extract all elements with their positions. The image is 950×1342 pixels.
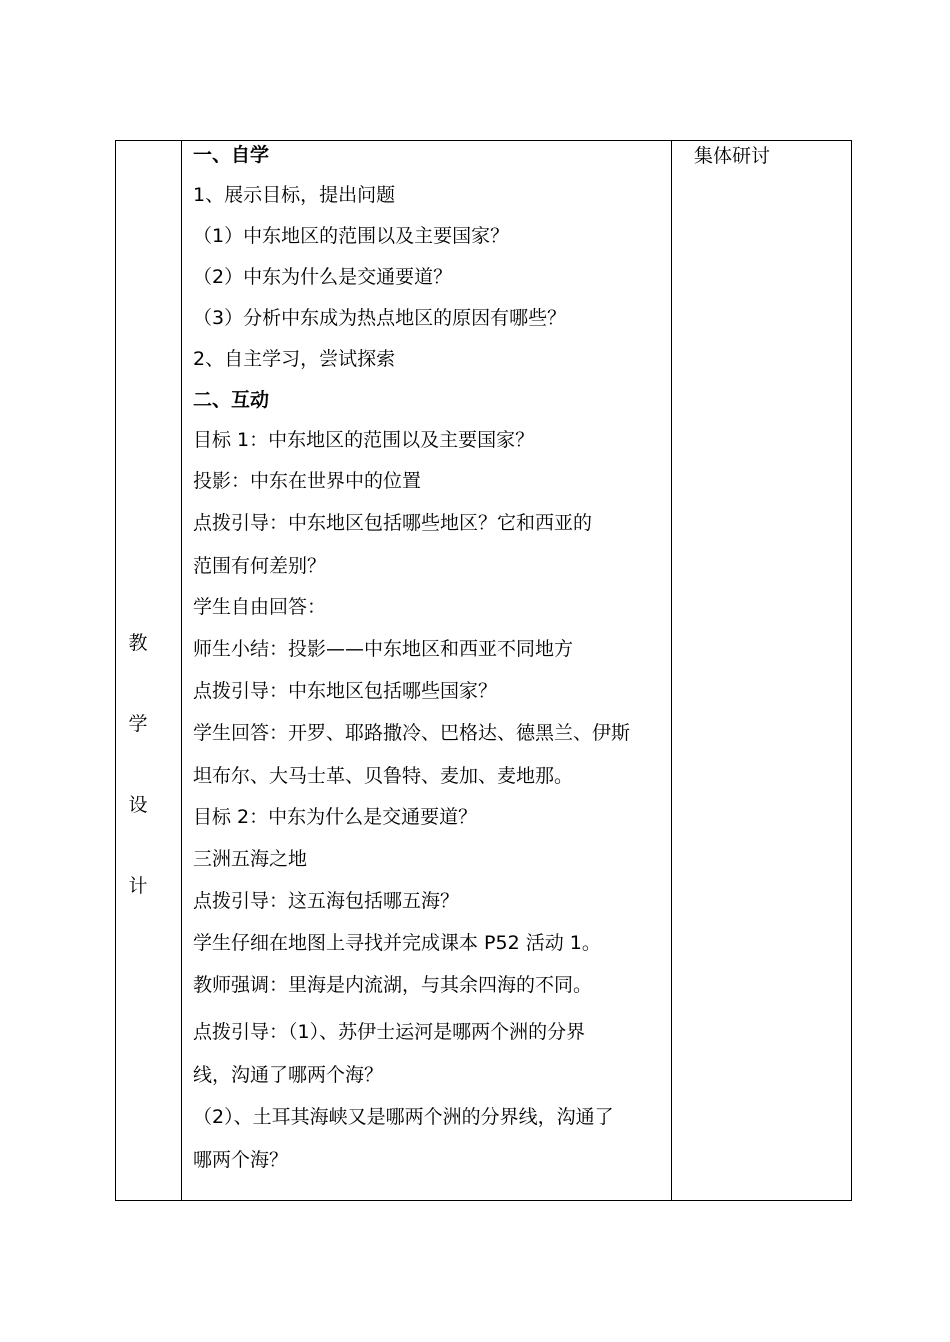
- left-label-char: 计: [128, 875, 148, 897]
- content-line: 教师强调：里海是内流湖，与其余四海的不同。: [193, 974, 593, 996]
- content-line: 坦布尔、大马士革、贝鲁特、麦加、麦地那。: [193, 765, 574, 787]
- content-line: 1、展示目标，提出问题: [193, 184, 396, 206]
- column-divider-left: [181, 141, 182, 1200]
- content-line: 学生自由回答：: [193, 596, 327, 618]
- content-line: 学生仔细在地图上寻找并完成课本 P52 活动 1。: [193, 932, 601, 954]
- content-line: 师生小结：投影——中东地区和西亚不同地方: [193, 638, 574, 660]
- content-line: （2）、土耳其海峡又是哪两个洲的分界线，沟通了: [193, 1106, 614, 1128]
- left-label-char: 学: [128, 713, 148, 735]
- section-heading: 二、互动: [193, 389, 270, 411]
- column-divider-right: [671, 141, 672, 1200]
- content-line: 点拨引导：中东地区包括哪些地区？它和西亚的: [193, 512, 593, 534]
- content-line: （2）中东为什么是交通要道？: [193, 266, 453, 288]
- left-label-char: 教: [128, 632, 148, 654]
- content-line: （1）中东地区的范围以及主要国家？: [193, 225, 510, 247]
- content-line: 目标 2：中东为什么是交通要道？: [193, 806, 478, 828]
- left-column: [116, 141, 182, 1200]
- content-line: 线，沟通了哪两个海？: [193, 1064, 384, 1086]
- section-heading: 一、自学: [193, 144, 270, 166]
- content-line: 2、自主学习，尝试探索: [193, 348, 396, 370]
- content-line: 三洲五海之地: [193, 848, 308, 870]
- content-line: 学生回答：开罗、耶路撒冷、巴格达、德黑兰、伊斯: [193, 722, 631, 744]
- content-line: 目标 1：中东地区的范围以及主要国家？: [193, 429, 535, 451]
- content-line: 投影：中东在世界中的位置: [193, 470, 422, 492]
- content-line: 点拨引导：中东地区包括哪些国家？: [193, 680, 498, 702]
- collective-research-label: 集体研讨: [694, 145, 771, 167]
- content-line: 范围有何差别？: [193, 555, 327, 577]
- content-line: 点拨引导：（1）、苏伊士运河是哪两个洲的分界: [193, 1021, 586, 1043]
- lesson-table: [115, 140, 852, 1201]
- left-label-char: 设: [128, 794, 148, 816]
- content-line: 点拨引导：这五海包括哪五海？: [193, 890, 460, 912]
- content-line: （3）分析中东成为热点地区的原因有哪些？: [193, 307, 567, 329]
- content-line: 哪两个海？: [193, 1149, 289, 1171]
